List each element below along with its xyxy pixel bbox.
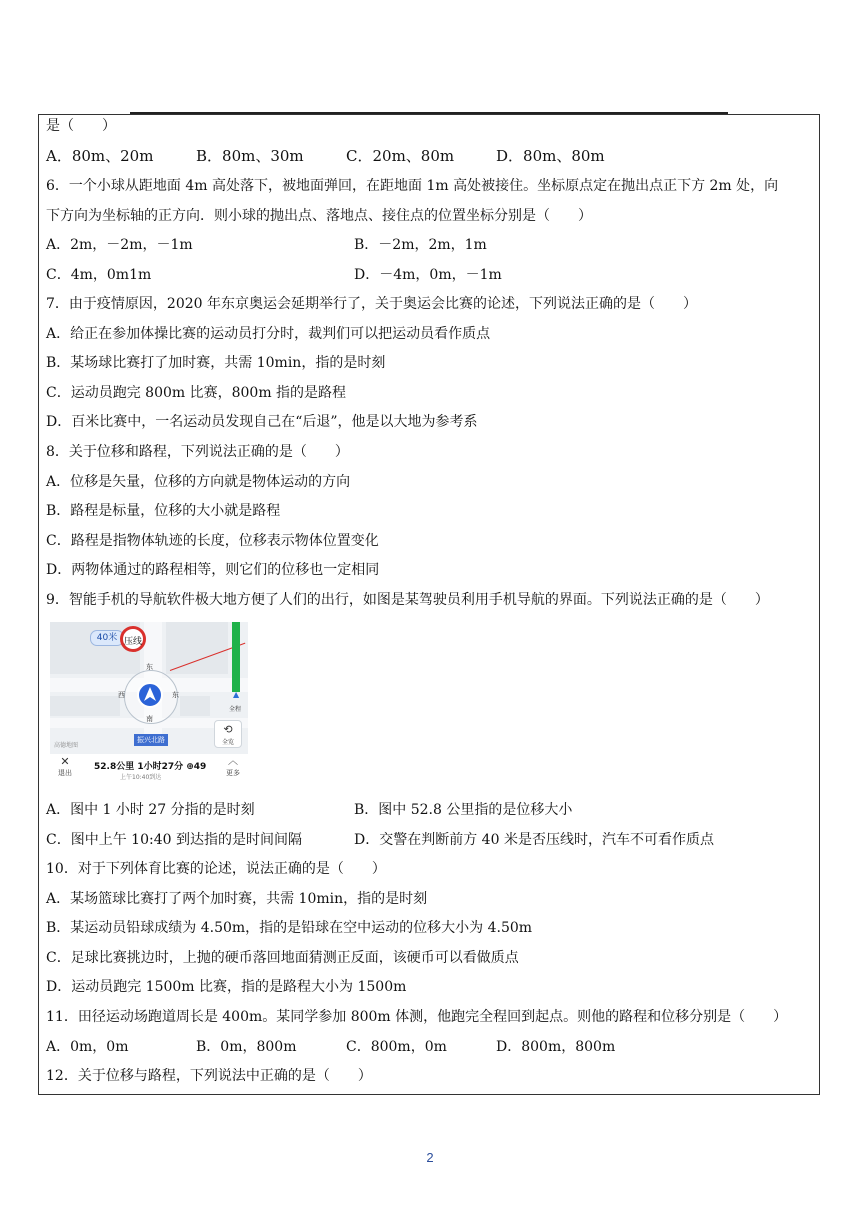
q9-stem: 9．智能手机的导航软件极大地方便了人们的出行，如图是某驾驶员利用手机导航的界面。下列说法正确的是（ ） <box>46 592 769 608</box>
chevron-up-icon: ︿ <box>228 756 238 767</box>
q10-stem: 10．对于下列体育比赛的论述，说法正确的是（ ） <box>46 861 386 877</box>
q12-stem: 12．关于位移与路程，下列说法中正确的是（ ） <box>46 1068 372 1084</box>
page-number: 2 <box>426 1150 434 1165</box>
q9-option-a: A．图中 1 小时 27 分指的是时刻 <box>46 802 255 818</box>
overview-icon: ⟲ <box>223 723 233 736</box>
q11-option-c: C．800m，0m <box>346 1039 447 1055</box>
q8-option-a: A．位移是矢量，位移的方向就是物体运动的方向 <box>46 474 351 490</box>
map-provider-label: 高德地图 <box>54 742 79 749</box>
map-block <box>50 696 120 716</box>
q5-stem-tail: 是（ ） <box>46 118 116 134</box>
q10-option-a: A．某场篮球比赛打了两个加时赛，共需 10min，指的是时刻 <box>46 891 428 907</box>
overview-label: 全览 <box>221 739 234 746</box>
q11-option-b: B．0m，800m <box>196 1039 297 1055</box>
q5-option-c: C．20m、80m <box>346 147 455 165</box>
q11-option-d: D．800m，800m <box>496 1039 616 1055</box>
navigation-arrow-icon <box>137 682 163 708</box>
q7-stem: 7．由于疫情原因，2020 年东京奥运会延期举行了，关于奥运会比赛的论述，下列说法正确的是（ ） <box>46 296 697 312</box>
q8-option-c: C．路程是指物体轨迹的长度，位移表示物体位置变化 <box>46 533 379 549</box>
q10-option-d: D．运动员跑完 1500m 比赛，指的是路程大小为 1500m <box>46 979 407 995</box>
direction-north: 东 <box>146 663 153 671</box>
location-pin-icon: ▲ <box>233 690 240 699</box>
more-button[interactable] <box>226 756 240 778</box>
exit-button[interactable] <box>58 756 72 778</box>
q8-option-b: B．路程是标量，位移的大小就是路程 <box>46 503 281 519</box>
full-route-label: 全程 <box>229 706 242 713</box>
q10-option-b: B．某运动员铅球成绩为 4.50m，指的是铅球在空中运动的位移大小为 4.50m <box>46 920 533 936</box>
q5-option-b: B．80m、30m <box>196 147 304 165</box>
q5-option-a: A．80m、20m <box>46 147 154 165</box>
q6-option-a: A．2m，－2m，－1m <box>46 237 193 253</box>
q7-option-d: D．百米比赛中，一名运动员发现自己在“后退”，他是以大地为参考系 <box>46 414 478 430</box>
q6-option-d: D．－4m，0m，－1m <box>354 267 502 283</box>
distance-tag: 40米 <box>90 630 124 646</box>
direction-west: 西 <box>118 691 125 699</box>
q9-option-c: C．图中上午 10:40 到达指的是时间间隔 <box>46 832 302 848</box>
street-label: 振兴北路 <box>134 734 168 746</box>
overview-button[interactable] <box>214 720 242 748</box>
more-label: 更多 <box>226 769 240 777</box>
q8-stem: 8．关于位移和路程，下列说法正确的是（ ） <box>46 444 349 460</box>
q8-option-d: D．两物体通过的路程相等，则它们的位移也一定相同 <box>46 562 380 578</box>
q6-option-c: C．4m，0m1m <box>46 267 152 283</box>
eta-text: 上午10:40到达 <box>120 774 162 781</box>
q6-stem-cont: 下方向为坐标轴的正方向．则小球的抛出点、落地点、接住点的位置坐标分别是（ ） <box>46 208 592 224</box>
q6-stem: 6．一个小球从距地面 4m 高处落下，被地面弹回，在距地面 1m 高处被接住。坐标原点定在抛出点正下方 2m 处，向 <box>46 178 779 194</box>
exit-label: 退出 <box>58 769 72 777</box>
q7-option-c: C．运动员跑完 800m 比赛，800m 指的是路程 <box>46 385 347 401</box>
direction-east: 东 <box>172 691 179 699</box>
map-block <box>166 622 228 674</box>
q9-option-d: D．交警在判断前方 40 米是否压线时，汽车不可看作质点 <box>354 832 714 848</box>
q6-option-b: B．－2m，2m，1m <box>354 237 487 253</box>
q5-option-d: D．80m、80m <box>496 147 605 165</box>
navigation-screenshot <box>50 622 248 784</box>
q11-stem: 11．田径运动场跑道周长是 400m。某同学参加 800m 体测，他跑完全程回到起点。则他的路程和位移分别是（ ） <box>46 1009 788 1025</box>
q11-option-a: A．0m，0m <box>46 1039 129 1055</box>
q7-option-b: B．某场球比赛打了加时赛，共需 10min，指的是时刻 <box>46 355 386 371</box>
close-icon: ✕ <box>60 755 70 768</box>
camera-warning-icon: 压线 <box>120 626 146 652</box>
q10-option-c: C．足球比赛挑边时，上抛的硬币落回地面猜测正反面，该硬币可以看做质点 <box>46 950 519 966</box>
direction-south: 南 <box>146 715 153 723</box>
route-summary: 52.8公里 1小时27分 ⊕49 <box>94 762 207 772</box>
progress-bar <box>232 622 240 692</box>
map-block <box>180 696 210 716</box>
q9-option-b: B．图中 52.8 公里指的是位移大小 <box>354 802 573 818</box>
q7-option-a: A．给正在参加体操比赛的运动员打分时，裁判们可以把运动员看作质点 <box>46 326 491 342</box>
